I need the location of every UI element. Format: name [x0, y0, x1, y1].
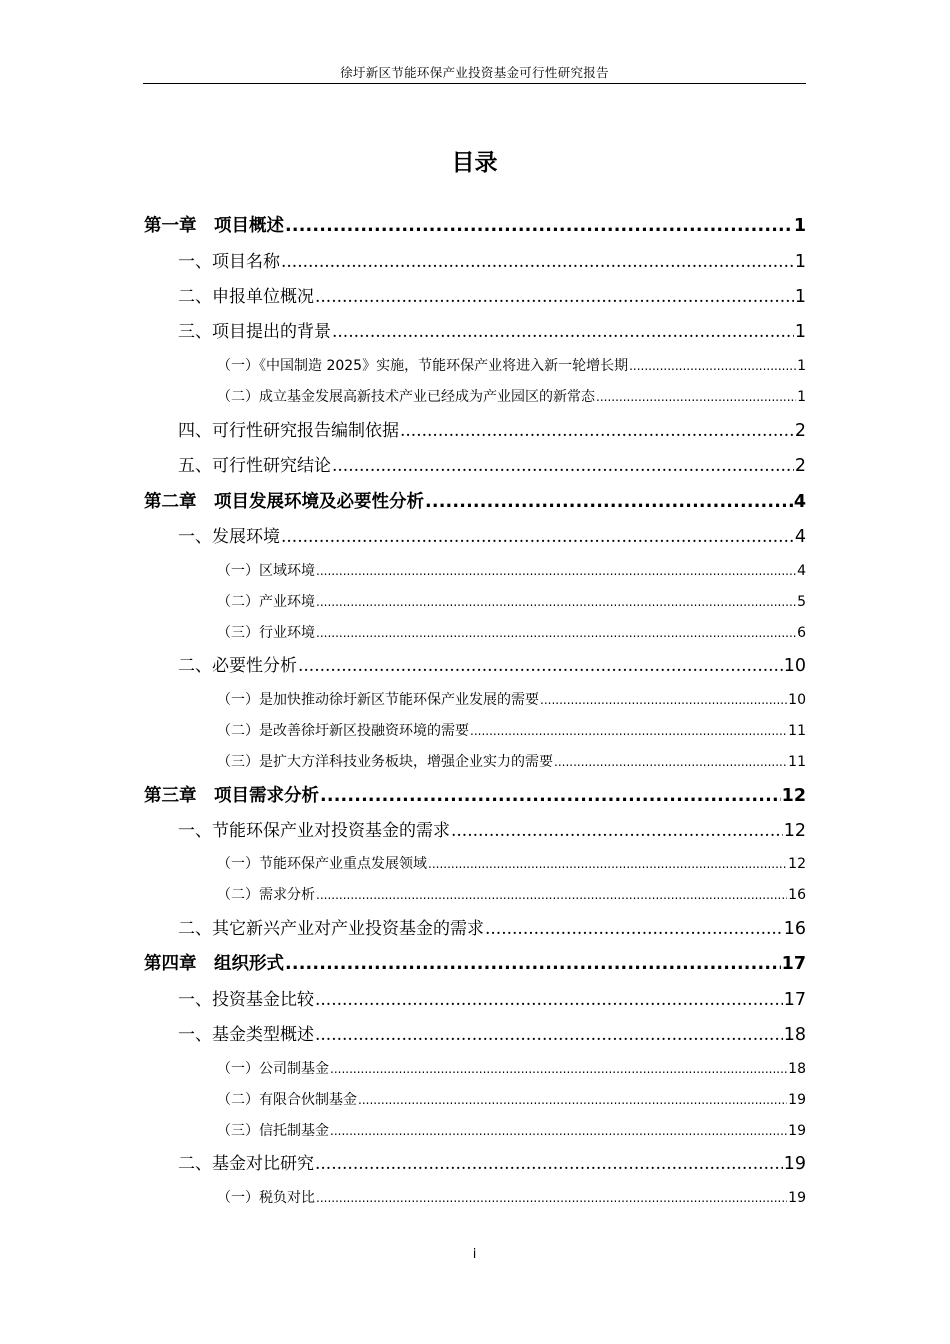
toc-section-entry[interactable]	[178, 987, 806, 1013]
toc-section-entry[interactable]	[178, 1151, 806, 1177]
toc-dot-leader	[332, 319, 794, 345]
toc-dot-leader	[330, 1120, 787, 1142]
toc-entry-page: 18	[783, 1025, 806, 1045]
toc-dot-leader	[316, 622, 796, 644]
toc-entry-page: 1	[794, 287, 806, 307]
toc-subsection-entry[interactable]	[217, 689, 806, 711]
toc-entry-label: 第三章 项目需求分析	[144, 786, 319, 806]
toc-entry-page: 2	[794, 456, 806, 476]
toc-dot-leader	[400, 418, 794, 444]
toc-dot-leader	[596, 386, 796, 408]
toc-dot-leader	[315, 1151, 783, 1177]
toc-dot-leader	[316, 591, 796, 613]
toc-dot-leader	[320, 783, 781, 809]
toc-chapter-entry[interactable]	[144, 489, 806, 515]
toc-entry-label: （二）是改善徐圩新区投融资环境的需要	[217, 723, 469, 739]
toc-dot-leader	[554, 751, 787, 773]
toc-entry-page: 1	[797, 389, 806, 405]
toc-dot-leader	[281, 249, 794, 275]
toc-entry-page: 19	[788, 1092, 806, 1108]
toc-chapter-entry[interactable]	[144, 213, 806, 239]
toc-section-entry[interactable]	[178, 453, 806, 479]
toc-entry-label: 一、基金类型概述	[178, 1025, 314, 1045]
toc-entry-label: （二）成立基金发展高新技术产业已经成为产业园区的新常态	[217, 389, 595, 405]
toc-entry-label: （三）行业环境	[217, 625, 315, 641]
toc-entry-page: 1	[794, 252, 806, 272]
toc-section-entry[interactable]	[178, 284, 806, 310]
toc-dot-leader	[425, 489, 793, 515]
toc-dot-leader	[485, 916, 783, 942]
toc-entry-page: 10	[783, 656, 806, 676]
toc-entry-label: 二、其它新兴产业对产业投资基金的需求	[178, 919, 484, 939]
toc-entry-label: 第一章 项目概述	[144, 216, 284, 236]
toc-entry-label: 二、基金对比研究	[178, 1154, 314, 1174]
toc-subsection-entry[interactable]	[217, 1120, 806, 1142]
toc-entry-page: 12	[781, 786, 806, 806]
toc-entry-page: 16	[788, 887, 806, 903]
toc-subsection-entry[interactable]	[217, 1058, 806, 1080]
toc-subsection-entry[interactable]	[217, 591, 806, 613]
toc-entry-page: 5	[797, 594, 806, 610]
toc-entry-page: 6	[797, 625, 806, 641]
running-header: 徐圩新区节能环保产业投资基金可行性研究报告	[340, 65, 609, 80]
toc-subsection-entry[interactable]	[217, 355, 806, 377]
toc-section-entry[interactable]	[178, 319, 806, 345]
toc-section-entry[interactable]	[178, 818, 806, 844]
toc-entry-page: 19	[788, 1123, 806, 1139]
toc-entry-page: 12	[783, 821, 806, 841]
toc-entry-page: 19	[783, 1154, 806, 1174]
toc-dot-leader	[428, 853, 787, 875]
toc-entry-label: （二）产业环境	[217, 594, 315, 610]
toc-section-entry[interactable]	[178, 653, 806, 679]
toc-subsection-entry[interactable]	[217, 1089, 806, 1111]
toc-dot-leader	[316, 884, 787, 906]
toc-dot-leader	[540, 689, 787, 711]
toc-entry-label: （一）公司制基金	[217, 1061, 329, 1077]
toc-entry-label: 二、必要性分析	[178, 656, 297, 676]
toc-entry-label: 第四章 组织形式	[144, 954, 284, 974]
toc-subsection-entry[interactable]	[217, 884, 806, 906]
toc-entry-label: 一、节能环保产业对投资基金的需求	[178, 821, 450, 841]
toc-entry-page: 11	[788, 754, 806, 770]
toc-entry-label: 第二章 项目发展环境及必要性分析	[144, 492, 424, 512]
toc-dot-leader	[285, 951, 781, 977]
toc-dot-leader	[316, 1187, 787, 1209]
toc-entry-label: （二）有限合伙制基金	[217, 1092, 357, 1108]
toc-entry-page: 2	[794, 421, 806, 441]
toc-entry-label: 一、项目名称	[178, 252, 280, 272]
toc-dot-leader	[470, 720, 787, 742]
toc-dot-leader	[316, 560, 796, 582]
toc-subsection-entry[interactable]	[217, 560, 806, 582]
toc-chapter-entry[interactable]	[144, 951, 806, 977]
toc-dot-leader	[281, 524, 794, 550]
toc-dot-leader	[330, 1058, 787, 1080]
toc-entry-label: 一、投资基金比较	[178, 990, 314, 1010]
toc-dot-leader	[285, 213, 793, 239]
toc-entry-page: 16	[783, 919, 806, 939]
toc-dot-leader	[358, 1089, 787, 1111]
toc-entry-label: （一）节能环保产业重点发展领域	[217, 856, 427, 872]
toc-dot-leader	[315, 1022, 783, 1048]
toc-entry-label: （一）税负对比	[217, 1190, 315, 1206]
toc-entry-page: 4	[797, 563, 806, 579]
toc-entry-label: （二）需求分析	[217, 887, 315, 903]
toc-dot-leader	[332, 453, 794, 479]
toc-dot-leader	[315, 284, 794, 310]
toc-dot-leader	[298, 653, 783, 679]
toc-title: 目录	[451, 150, 498, 176]
toc-entry-page: 4	[793, 492, 806, 512]
toc-subsection-entry[interactable]	[217, 751, 806, 773]
toc-entry-label: （一）区域环境	[217, 563, 315, 579]
toc-subsection-entry[interactable]	[217, 853, 806, 875]
toc-entry-page: 11	[788, 723, 806, 739]
toc-section-entry[interactable]	[178, 249, 806, 275]
toc-entry-page: 12	[788, 856, 806, 872]
toc-entry-page: 1	[793, 216, 806, 236]
toc-chapter-entry[interactable]	[144, 783, 806, 809]
toc-section-entry[interactable]	[178, 418, 806, 444]
toc-entry-label: 五、可行性研究结论	[178, 456, 331, 476]
toc-entry-label: （三）是扩大方洋科技业务板块，增强企业实力的需要	[217, 754, 553, 770]
toc-subsection-entry[interactable]	[217, 386, 806, 408]
toc-entry-page: 1	[797, 358, 806, 374]
toc-subsection-entry[interactable]	[217, 1187, 806, 1209]
toc-dot-leader	[451, 818, 783, 844]
toc-entry-label: 三、项目提出的背景	[178, 322, 331, 342]
toc-entry-page: 10	[788, 692, 806, 708]
page-number: i	[472, 1247, 477, 1262]
toc-entry-label: 四、可行性研究报告编制依据	[178, 421, 399, 441]
toc-section-entry[interactable]	[178, 916, 806, 942]
toc-entry-label: （一）《中国制造 2025》实施，节能环保产业将进入新一轮增长期	[217, 358, 629, 374]
toc-subsection-entry[interactable]	[217, 720, 806, 742]
toc-dot-leader	[315, 987, 783, 1013]
toc-section-entry[interactable]	[178, 1022, 806, 1048]
toc-entry-page: 4	[794, 527, 806, 547]
toc-entry-label: （三）信托制基金	[217, 1123, 329, 1139]
toc-subsection-entry[interactable]	[217, 622, 806, 644]
toc-entry-label: （一）是加快推动徐圩新区节能环保产业发展的需要	[217, 692, 539, 708]
toc-dot-leader	[629, 355, 796, 377]
toc-entry-page: 17	[781, 954, 806, 974]
toc-entry-page: 17	[783, 990, 806, 1010]
toc-section-entry[interactable]	[178, 524, 806, 550]
toc-entry-label: 二、申报单位概况	[178, 287, 314, 307]
toc-entry-page: 18	[788, 1061, 806, 1077]
toc-entry-page: 19	[788, 1190, 806, 1206]
toc-entry-page: 1	[794, 322, 806, 342]
toc-entry-label: 一、发展环境	[178, 527, 280, 547]
